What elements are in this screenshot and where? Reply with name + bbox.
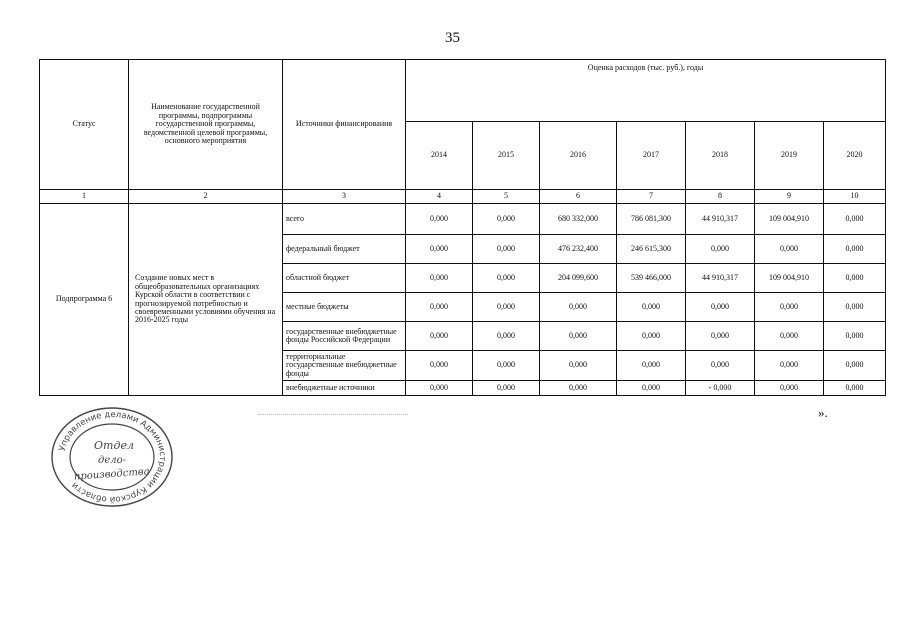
header-year: 2019 xyxy=(755,121,824,189)
value-cell: 0,000 xyxy=(755,380,824,395)
closing-quote-mark: ». xyxy=(818,405,828,420)
page-number: 35 xyxy=(445,30,460,46)
header-year: 2018 xyxy=(686,121,755,189)
header-status: Статус xyxy=(40,60,129,190)
table-row xyxy=(40,204,886,234)
value-cell: 0,000 xyxy=(617,351,686,380)
value-cell: 0,000 xyxy=(824,351,886,380)
value-cell: 0,000 xyxy=(686,351,755,380)
value-cell: 109 004,910 xyxy=(755,204,824,234)
value-cell: 0,000 xyxy=(406,204,473,234)
value-cell: 0,000 xyxy=(686,321,755,350)
value-cell: 0,000 xyxy=(540,351,617,380)
value-cell: - 0,000 xyxy=(686,380,755,395)
funding-source: государственные внебюджетные фонды Российской Федерации xyxy=(283,321,406,350)
column-number: 1 xyxy=(40,189,129,203)
funding-source: всего xyxy=(283,204,406,234)
value-cell: 0,000 xyxy=(686,293,755,321)
value-cell: 786 081,300 xyxy=(617,204,686,234)
value-cell: 539 466,000 xyxy=(617,264,686,293)
header-year: 2014 xyxy=(406,121,473,189)
value-cell: 0,000 xyxy=(473,380,540,395)
scan-artifact-line xyxy=(258,414,408,415)
value-cell: 0,000 xyxy=(473,204,540,234)
value-cell: 0,000 xyxy=(755,321,824,350)
value-cell: 0,000 xyxy=(824,234,886,263)
value-cell: 476 232,400 xyxy=(540,234,617,263)
value-cell: 44 910,317 xyxy=(686,204,755,234)
column-number: 5 xyxy=(473,189,540,203)
stamp-ring-textpath: Управление делами Администрации Курской области xyxy=(57,409,168,505)
value-cell: 0,000 xyxy=(617,380,686,395)
value-cell: 44 910,317 xyxy=(686,264,755,293)
column-number-row xyxy=(40,189,886,203)
header-year: 2020 xyxy=(824,121,886,189)
column-number: 7 xyxy=(617,189,686,203)
funding-source: областной бюджет xyxy=(283,264,406,293)
value-cell: 246 615,300 xyxy=(617,234,686,263)
column-number: 8 xyxy=(686,189,755,203)
value-cell: 0,000 xyxy=(824,321,886,350)
value-cell: 0,000 xyxy=(617,293,686,321)
value-cell: 0,000 xyxy=(406,351,473,380)
value-cell: 0,000 xyxy=(540,293,617,321)
department-stamp xyxy=(48,405,176,509)
value-cell: 680 332,000 xyxy=(540,204,617,234)
value-cell: 204 099,600 xyxy=(540,264,617,293)
funding-source: федеральный бюджет xyxy=(283,234,406,263)
header-expenses: Оценка расходов (тыс. руб.), годы xyxy=(406,60,886,122)
value-cell: 0,000 xyxy=(824,204,886,234)
column-number: 4 xyxy=(406,189,473,203)
value-cell: 0,000 xyxy=(473,293,540,321)
value-cell: 0,000 xyxy=(686,234,755,263)
value-cell: 0,000 xyxy=(473,234,540,263)
header-sources: Источники финансирования xyxy=(283,60,406,190)
column-number: 2 xyxy=(129,189,283,203)
header-name: Наименование государственной программы, подпрограммы государственной программы, ведомственной целевой программы, основного мероприятия xyxy=(129,60,283,190)
program-name: Создание новых мест в общеобразовательных организациях Курской области в соответствии с прогнозируемой потребностью и своевременными условиями обучения на 2016-2025 годы xyxy=(129,204,283,396)
value-cell: 0,000 xyxy=(824,293,886,321)
stamp-line-1: Отдел xyxy=(94,439,134,452)
expenses-table xyxy=(39,59,886,396)
stamp-line-3: производства xyxy=(73,466,151,483)
funding-source: территориальные государственные внебюджетные фонды xyxy=(283,351,406,380)
value-cell: 0,000 xyxy=(617,321,686,350)
stamp-line-2: дело- xyxy=(97,455,127,466)
column-number: 10 xyxy=(824,189,886,203)
program-status: Подпрограмма 6 xyxy=(40,204,129,396)
funding-source: внебюджетные источники xyxy=(283,380,406,395)
header-year: 2017 xyxy=(617,121,686,189)
value-cell: 0,000 xyxy=(473,351,540,380)
column-number: 3 xyxy=(283,189,406,203)
value-cell: 0,000 xyxy=(406,293,473,321)
value-cell: 0,000 xyxy=(755,351,824,380)
value-cell: 0,000 xyxy=(406,321,473,350)
value-cell: 0,000 xyxy=(406,264,473,293)
header-year: 2016 xyxy=(540,121,617,189)
value-cell: 0,000 xyxy=(824,264,886,293)
value-cell: 0,000 xyxy=(755,293,824,321)
value-cell: 0,000 xyxy=(473,264,540,293)
value-cell: 0,000 xyxy=(824,380,886,395)
column-number: 6 xyxy=(540,189,617,203)
value-cell: 0,000 xyxy=(540,321,617,350)
value-cell: 0,000 xyxy=(473,321,540,350)
funding-source: местные бюджеты xyxy=(283,293,406,321)
value-cell: 0,000 xyxy=(406,234,473,263)
value-cell: 109 004,910 xyxy=(755,264,824,293)
value-cell: 0,000 xyxy=(540,380,617,395)
header-year: 2015 xyxy=(473,121,540,189)
value-cell: 0,000 xyxy=(755,234,824,263)
value-cell: 0,000 xyxy=(406,380,473,395)
column-number: 9 xyxy=(755,189,824,203)
